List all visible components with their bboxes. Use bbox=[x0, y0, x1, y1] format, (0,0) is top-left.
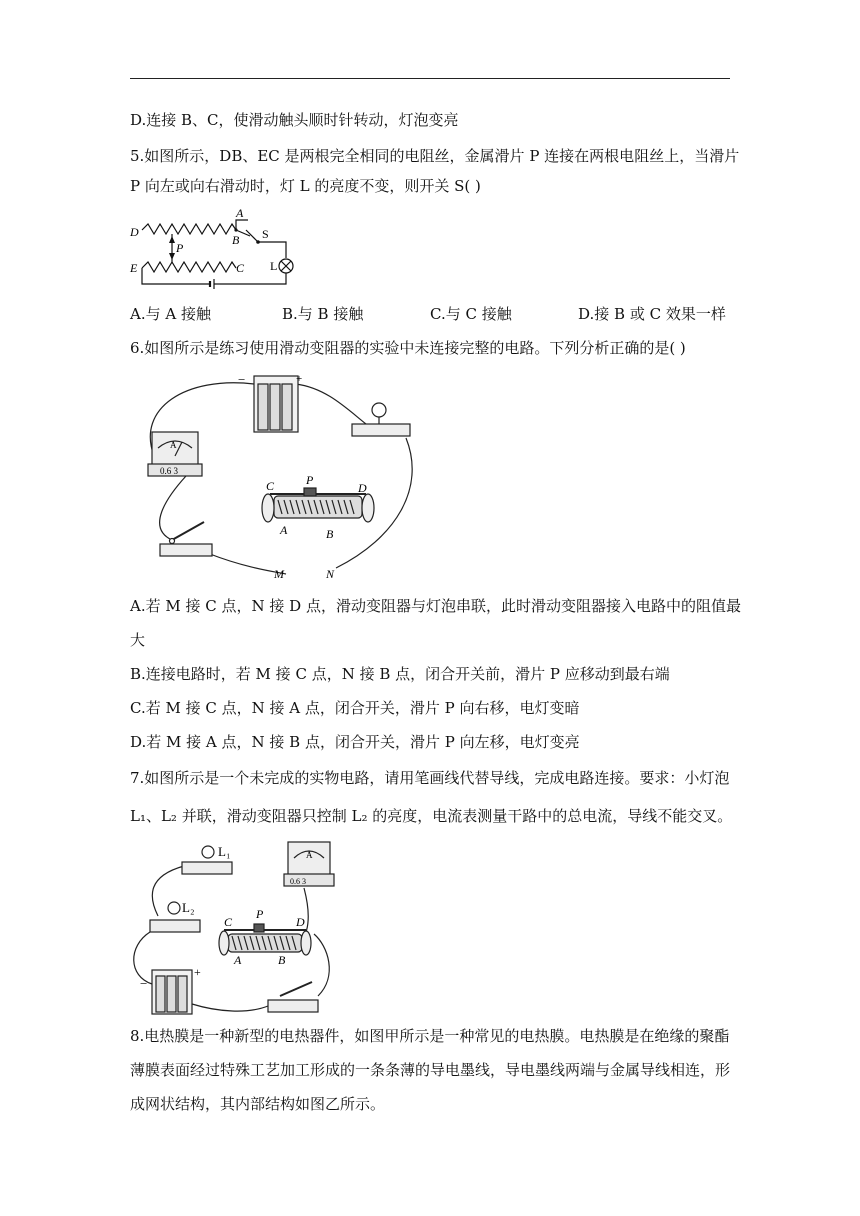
battery-minus-label: − bbox=[140, 976, 148, 991]
q6-option-a-line-2: 大 bbox=[130, 631, 146, 649]
q8-stem-line-2: 薄膜表面经过特殊工艺加工形成的一条条薄的导电墨线，导电墨线两端与金属导线相连，形 bbox=[130, 1061, 731, 1079]
label-c: C bbox=[266, 479, 275, 493]
q7-stem-line-1: 7.如图所示是一个未完成的实物电路，请用笔画线代替导线，完成电路连接。要求：小灯泡 bbox=[130, 769, 730, 787]
ammeter-icon bbox=[152, 432, 198, 468]
label-a: A bbox=[280, 523, 288, 537]
label-b: B bbox=[232, 233, 240, 247]
q5-option-b: B.与 B 接触 bbox=[282, 305, 364, 323]
label-p: P bbox=[306, 473, 314, 487]
q6-circuit-figure bbox=[126, 368, 426, 584]
q5-stem-line-2: P 向左或向右滑动时，灯 L 的亮度不变，则开关 S( ) bbox=[130, 177, 481, 195]
header-rule bbox=[130, 78, 730, 79]
label-l2: L₂ bbox=[182, 900, 195, 915]
label-e: E bbox=[130, 261, 138, 275]
q8-stem-line-3: 成网状结构，其内部结构如图乙所示。 bbox=[130, 1095, 386, 1113]
label-d: D bbox=[130, 225, 139, 239]
lamp-board-icon bbox=[352, 424, 410, 436]
ammeter-scale: 0.6 3 bbox=[160, 466, 178, 476]
label-m: M bbox=[274, 567, 284, 581]
label-a: A bbox=[234, 953, 242, 967]
battery-plus-label: + bbox=[194, 965, 201, 979]
q6-option-d: D.若 M 接 A 点，N 接 B 点，闭合开关，滑片 P 向左移，电灯变亮 bbox=[130, 733, 580, 751]
q6-option-a-line-1: A.若 M 接 C 点，N 接 D 点，滑动变阻器与灯泡串联，此时滑动变阻器接入电路中的阻值最 bbox=[130, 597, 741, 615]
q6-option-c: C.若 M 接 C 点，N 接 A 点，闭合开关，滑片 P 向右移，电灯变暗 bbox=[130, 699, 580, 717]
label-l: L bbox=[270, 259, 278, 273]
q5-circuit-figure bbox=[128, 206, 308, 298]
switch-icon bbox=[160, 544, 212, 556]
q4-option-d: D.连接 B、C，使滑动触头顺时针转动，灯泡变亮 bbox=[130, 111, 459, 129]
ammeter-label: A bbox=[306, 850, 313, 860]
q8-stem-line-1: 8.电热膜是一种新型的电热器件，如图甲所示是一种常见的电热膜。电热膜是在绝缘的聚酯 bbox=[130, 1027, 730, 1045]
label-a: A bbox=[236, 206, 244, 220]
q6-option-b: B.连接电路时，若 M 接 C 点，N 接 B 点，闭合开关前，滑片 P 应移动到最右端 bbox=[130, 665, 670, 683]
label-c: C bbox=[224, 915, 233, 929]
resistor-ec bbox=[142, 262, 236, 272]
label-l1: L₁ bbox=[218, 844, 231, 859]
label-d: D bbox=[358, 481, 367, 495]
q7-stem-line-2: L₁、L₂ 并联，滑动变阻器只控制 L₂ 的亮度，电流表测量干路中的总电流，导线不能交叉。 bbox=[130, 807, 733, 825]
resistor-db bbox=[142, 224, 236, 234]
q6-stem: 6.如图所示是练习使用滑动变阻器的实验中未连接完整的电路。下列分析正确的是( ) bbox=[130, 339, 686, 357]
lamp-l1-icon bbox=[182, 862, 232, 874]
switch-icon bbox=[268, 1000, 318, 1012]
label-s: S bbox=[262, 227, 269, 241]
label-d: D bbox=[296, 915, 305, 929]
label-b: B bbox=[278, 953, 286, 967]
label-p: P bbox=[256, 907, 264, 921]
q5-option-d: D.接 B 或 C 效果一样 bbox=[578, 305, 726, 323]
ammeter-label: A bbox=[170, 440, 177, 450]
ammeter-scale: 0.6 3 bbox=[290, 877, 306, 886]
battery-plus-label: + bbox=[296, 373, 303, 385]
lamp-l2-icon bbox=[150, 920, 200, 932]
q5-stem-line-1: 5.如图所示，DB、EC 是两根完全相同的电阻丝，金属滑片 P 连接在两根电阻丝上，当滑片 bbox=[130, 147, 740, 165]
label-n: N bbox=[326, 567, 335, 581]
battery-minus-label: − bbox=[238, 372, 246, 387]
label-b: B bbox=[326, 527, 334, 541]
label-c: C bbox=[236, 261, 245, 275]
label-p: P bbox=[176, 241, 184, 255]
q5-option-a: A.与 A 接触 bbox=[130, 305, 211, 323]
q5-option-c: C.与 C 接触 bbox=[430, 305, 512, 323]
q7-circuit-figure bbox=[128, 836, 358, 1018]
